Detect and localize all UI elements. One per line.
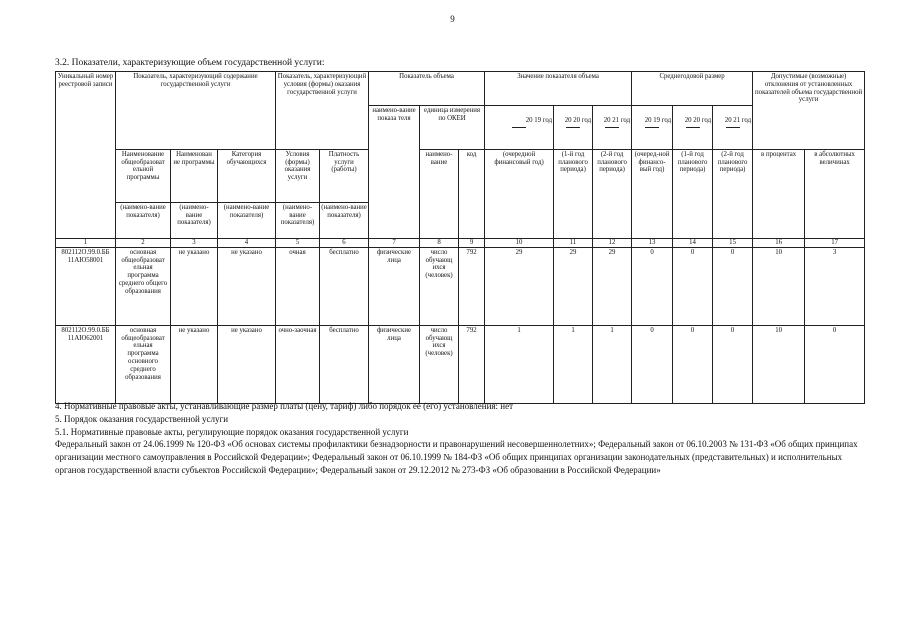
table-row [56,247,865,325]
cell-value-2019: 1 [485,325,554,403]
table-row [56,325,865,403]
col-num-15: 15 [713,238,753,247]
cell-deviation-percent: 10 [753,325,805,403]
cell-form: очная [276,247,320,325]
col-num-7: 7 [369,238,420,247]
paragraph-federal-laws: Федеральный закон от 24.06.1999 № 120-ФЗ «Об основах системы профилактики безнадзорности и правонарушений несовершеннолетних»; Федеральный закон от 06.10.2003 № 131-ФЗ «Об общих принципах организации местного самоуправления в Российской Федерации»; Федеральный закон от 06.10.1999 № 184-ФЗ «Об общих принципах организации законодательных (представительных) и исполнительных органов государственной власти субъектов Российской Федерации»; Федеральный закон от 29.12.2012 № 273-ФЗ «Об образовании в Российской Федерации» [55,439,858,475]
header-program-name: Наименование общеобразоват ельной программы [116,149,171,202]
header-finyear-2: (очеред-ной финансо-вый год) [632,149,673,238]
header-in-absolute: в абсолютных величинах [805,149,865,238]
col-num-13: 13 [632,238,673,247]
header-conditions-spacer [276,105,369,149]
col-num-8: 8 [420,238,459,247]
cell-form: очно-заочная [276,325,320,403]
header-unit-name: наимено-вание [420,149,459,238]
header-finyear-1: (очередной финансовый год) [485,149,554,238]
header-plan1-1: (1-й год планового периода) [554,149,593,238]
col-num-17: 17 [805,238,865,247]
cell-price-2019: 0 [632,247,673,325]
cell-deviation-absolute: 0 [805,325,865,403]
cell-payment: бесплатно [320,325,369,403]
cell-value-2019: 29 [485,247,554,325]
col-num-9: 9 [459,238,485,247]
header-sub-name-4: (наимено-вание показателя) [276,202,320,238]
header-conditions-indicator: Показатель, характеризующий условия (формы) оказания государственной услуги [276,72,369,106]
cell-value-2021: 29 [593,247,632,325]
cell-price-2021: 0 [713,325,753,403]
col-num-16: 16 [753,238,805,247]
col-num-3: 3 [171,238,218,247]
cell-program-name: основная общеобразоват ельная программа основного среднего образования [116,325,171,403]
header-deviation: Допустимые (возможные) отклонения от установленных показателей объема государственной услуги [753,72,865,106]
col-num-1: 1 [56,238,116,247]
header-year-2019-b: 20 19 год [632,105,673,149]
col-num-4: 4 [218,238,276,247]
header-plan2-2: (2-й год планового периода) [713,149,753,238]
col-num-5: 5 [276,238,320,247]
cell-programs: не указано [171,325,218,403]
cell-price-2021: 0 [713,247,753,325]
header-sub-name-1: (наимено-вание показателя) [116,202,171,238]
header-unique-number: Уникальный номер реестровой записи [56,72,116,239]
header-in-percent: в процентах [753,149,805,238]
cell-category: не указано [218,247,276,325]
column-number-row [56,238,865,247]
cell-registry-number: 802112О.99.0.ББ 11АЮ62001 [56,325,116,403]
header-sub-name-5: (наимено-вание показателя) [320,202,369,238]
cell-payment: бесплатно [320,247,369,325]
cell-price-2020: 0 [673,325,713,403]
cell-unit-name: число обучающ ихся (человек) [420,247,459,325]
col-num-12: 12 [593,238,632,247]
header-sub-name-2: (наимено-вание показателя) [171,202,218,238]
col-num-14: 14 [673,238,713,247]
paragraph-regulating-acts: 5.1. Нормативные правовые акты, регулирующие порядок оказания государственной услуги [55,426,409,437]
cell-deviation-absolute: 3 [805,247,865,325]
header-year-2021-b: 20 21 год [713,105,753,149]
header-content-indicator: Показатель, характеризующий содержание государственной услуги [116,72,276,106]
header-plan1-2: (1-й год планового периода) [673,149,713,238]
cell-programs: не указано [171,247,218,325]
section-heading: 3.2. Показатели, характеризующие объем государственной услуги: [55,58,325,68]
cell-category: не указано [218,325,276,403]
header-plan2-1: (2-й год планового периода) [593,149,632,238]
header-average-price: Среднегодовой размер [632,72,753,106]
cell-value-2020: 29 [554,247,593,325]
volume-indicators-table-wrapper [55,71,864,404]
paragraph-payment-acts: 4. Нормативные правовые акты, устанавливающие размер платы (цену, тариф) либо порядок ее (его) установления: нет [55,401,514,411]
header-unit: единица измерения по ОКЕИ [420,105,485,149]
cell-program-name: основная общеобразоват ельная программа среднего общего образования [116,247,171,325]
cell-value-2021: 1 [593,325,632,403]
cell-price-2020: 0 [673,247,713,325]
header-year-2019-a: 20 19 год [485,105,554,149]
cell-unit-code: 792 [459,325,485,403]
header-form-conditions: Условия (формы) оказания услуги [276,149,320,202]
col-num-6: 6 [320,238,369,247]
paragraph-service-order: 5. Порядок оказания государственной услуги [55,413,229,424]
header-programs: Наименован ие программы [171,149,218,202]
header-indicator-name: наимено-вание показа теля [369,105,420,238]
footer-text [55,400,865,477]
page-number: 9 [450,14,455,24]
header-sub-name-3: (наимено-вание показателя) [218,202,276,238]
cell-unit-name: число обучающ ихся (человек) [420,325,459,403]
header-payment: Платность услуги (работы) [320,149,369,202]
header-category: Категория обучающихся [218,149,276,202]
cell-indicator-name: физические лица [369,325,420,403]
cell-registry-number: 802112О.99.0.ББ 11АЮ58001 [56,247,116,325]
header-year-2020-b: 20 20 год [673,105,713,149]
header-content-spacer [116,105,276,149]
header-volume-indicator: Показатель объема [369,72,485,106]
cell-price-2019: 0 [632,325,673,403]
header-unit-code: код [459,149,485,238]
header-deviation-spacer [753,105,865,149]
volume-indicators-table [55,71,865,404]
cell-deviation-percent: 10 [753,247,805,325]
cell-value-2020: 1 [554,325,593,403]
header-year-2020-a: 20 20 год [554,105,593,149]
col-num-11: 11 [554,238,593,247]
cell-indicator-name: физические лица [369,247,420,325]
header-volume-values: Значение показателя объема [485,72,632,106]
header-year-2021-a: 20 21 год [593,105,632,149]
col-num-10: 10 [485,238,554,247]
cell-unit-code: 792 [459,247,485,325]
col-num-2: 2 [116,238,171,247]
